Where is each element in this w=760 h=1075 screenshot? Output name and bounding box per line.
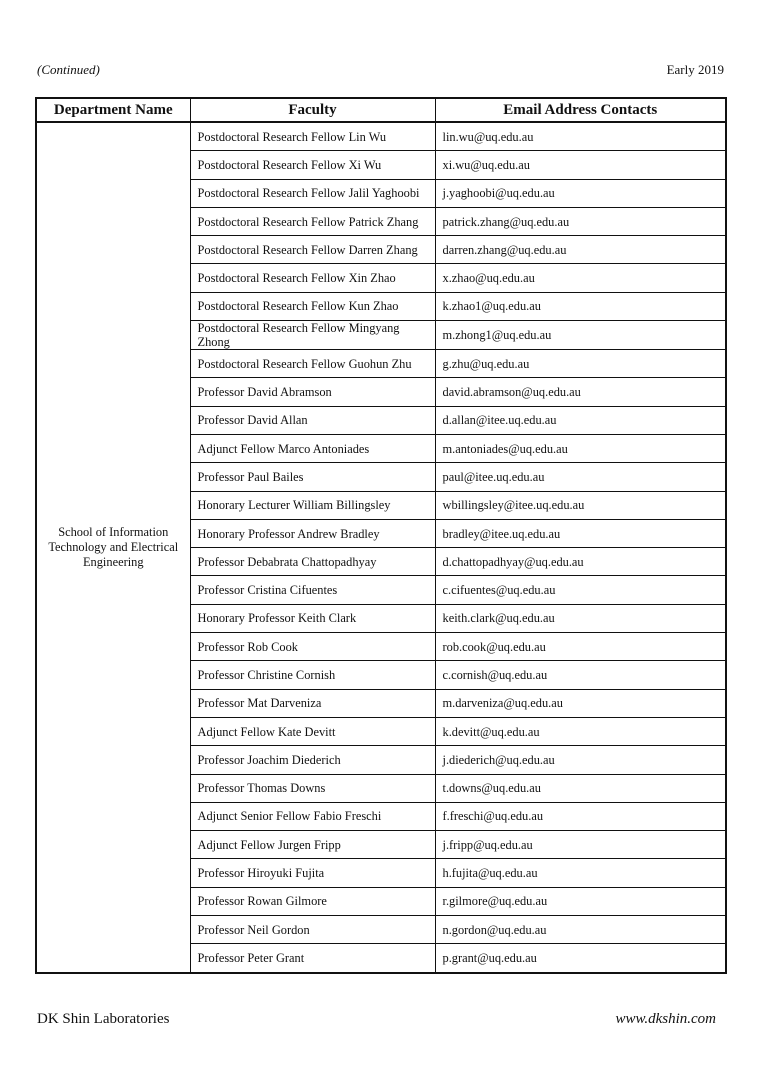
faculty-cell: Adjunct Fellow Marco Antoniades bbox=[190, 434, 435, 462]
faculty-cell: Professor Paul Bailes bbox=[190, 463, 435, 491]
email-cell: g.zhu@uq.edu.au bbox=[435, 350, 726, 378]
faculty-cell: Professor David Allan bbox=[190, 406, 435, 434]
email-cell: rob.cook@uq.edu.au bbox=[435, 633, 726, 661]
faculty-cell: Honorary Professor Andrew Bradley bbox=[190, 519, 435, 547]
email-cell: lin.wu@uq.edu.au bbox=[435, 122, 726, 151]
email-cell: wbillingsley@itee.uq.edu.au bbox=[435, 491, 726, 519]
faculty-cell: Professor Hiroyuki Fujita bbox=[190, 859, 435, 887]
faculty-cell: Adjunct Fellow Kate Devitt bbox=[190, 717, 435, 745]
faculty-cell: Professor Christine Cornish bbox=[190, 661, 435, 689]
table-row bbox=[36, 122, 726, 151]
email-cell: j.diederich@uq.edu.au bbox=[435, 746, 726, 774]
website-url: www.dkshin.com bbox=[615, 1011, 716, 1027]
email-cell: x.zhao@uq.edu.au bbox=[435, 264, 726, 292]
faculty-cell: Postdoctoral Research Fellow Xi Wu bbox=[190, 151, 435, 179]
column-header-faculty: Faculty bbox=[190, 98, 435, 122]
email-cell: f.freschi@uq.edu.au bbox=[435, 802, 726, 830]
email-cell: m.zhong1@uq.edu.au bbox=[435, 321, 726, 350]
email-cell: bradley@itee.uq.edu.au bbox=[435, 519, 726, 547]
faculty-cell: Professor Thomas Downs bbox=[190, 774, 435, 802]
email-cell: darren.zhang@uq.edu.au bbox=[435, 236, 726, 264]
email-cell: j.fripp@uq.edu.au bbox=[435, 831, 726, 859]
faculty-cell: Professor Neil Gordon bbox=[190, 916, 435, 944]
department-name-cell: School of Information Technology and Electrical Engineering bbox=[36, 122, 190, 973]
faculty-cell: Postdoctoral Research Fellow Kun Zhao bbox=[190, 292, 435, 320]
email-cell: p.grant@uq.edu.au bbox=[435, 944, 726, 973]
email-cell: xi.wu@uq.edu.au bbox=[435, 151, 726, 179]
faculty-cell: Postdoctoral Research Fellow Lin Wu bbox=[190, 122, 435, 151]
table-body bbox=[36, 122, 726, 973]
email-cell: c.cornish@uq.edu.au bbox=[435, 661, 726, 689]
faculty-cell: Adjunct Senior Fellow Fabio Freschi bbox=[190, 802, 435, 830]
email-cell: paul@itee.uq.edu.au bbox=[435, 463, 726, 491]
faculty-cell: Postdoctoral Research Fellow Darren Zhang bbox=[190, 236, 435, 264]
faculty-cell: Postdoctoral Research Fellow Mingyang Zhong bbox=[190, 321, 435, 350]
email-cell: r.gilmore@uq.edu.au bbox=[435, 887, 726, 915]
email-cell: c.cifuentes@uq.edu.au bbox=[435, 576, 726, 604]
email-cell: k.zhao1@uq.edu.au bbox=[435, 292, 726, 320]
email-cell: n.gordon@uq.edu.au bbox=[435, 916, 726, 944]
continued-label: (Continued) bbox=[37, 62, 100, 77]
table-header-row bbox=[36, 98, 726, 122]
column-header-email: Email Address Contacts bbox=[435, 98, 726, 122]
email-cell: m.darveniza@uq.edu.au bbox=[435, 689, 726, 717]
faculty-cell: Postdoctoral Research Fellow Guohun Zhu bbox=[190, 350, 435, 378]
email-cell: m.antoniades@uq.edu.au bbox=[435, 434, 726, 462]
faculty-cell: Honorary Lecturer William Billingsley bbox=[190, 491, 435, 519]
faculty-cell: Adjunct Fellow Jurgen Fripp bbox=[190, 831, 435, 859]
faculty-cell: Postdoctoral Research Fellow Jalil Yaghoobi bbox=[190, 179, 435, 207]
faculty-cell: Professor Cristina Cifuentes bbox=[190, 576, 435, 604]
email-cell: d.chattopadhyay@uq.edu.au bbox=[435, 548, 726, 576]
email-cell: j.yaghoobi@uq.edu.au bbox=[435, 179, 726, 207]
date-label: Early 2019 bbox=[666, 62, 724, 77]
faculty-cell: Professor Peter Grant bbox=[190, 944, 435, 973]
email-cell: d.allan@itee.uq.edu.au bbox=[435, 406, 726, 434]
faculty-cell: Professor Rob Cook bbox=[190, 633, 435, 661]
email-cell: patrick.zhang@uq.edu.au bbox=[435, 207, 726, 235]
faculty-cell: Honorary Professor Keith Clark bbox=[190, 604, 435, 632]
faculty-cell: Professor Mat Darveniza bbox=[190, 689, 435, 717]
faculty-cell: Professor Joachim Diederich bbox=[190, 746, 435, 774]
email-cell: keith.clark@uq.edu.au bbox=[435, 604, 726, 632]
faculty-cell: Postdoctoral Research Fellow Patrick Zhang bbox=[190, 207, 435, 235]
email-cell: k.devitt@uq.edu.au bbox=[435, 717, 726, 745]
faculty-cell: Professor Rowan Gilmore bbox=[190, 887, 435, 915]
column-header-department: Department Name bbox=[36, 98, 190, 122]
email-cell: h.fujita@uq.edu.au bbox=[435, 859, 726, 887]
email-cell: t.downs@uq.edu.au bbox=[435, 774, 726, 802]
faculty-cell: Professor Debabrata Chattopadhyay bbox=[190, 548, 435, 576]
faculty-cell: Postdoctoral Research Fellow Xin Zhao bbox=[190, 264, 435, 292]
faculty-directory-table bbox=[35, 97, 727, 974]
email-cell: david.abramson@uq.edu.au bbox=[435, 378, 726, 406]
faculty-cell: Professor David Abramson bbox=[190, 378, 435, 406]
publisher-name: DK Shin Laboratories bbox=[37, 1011, 170, 1027]
